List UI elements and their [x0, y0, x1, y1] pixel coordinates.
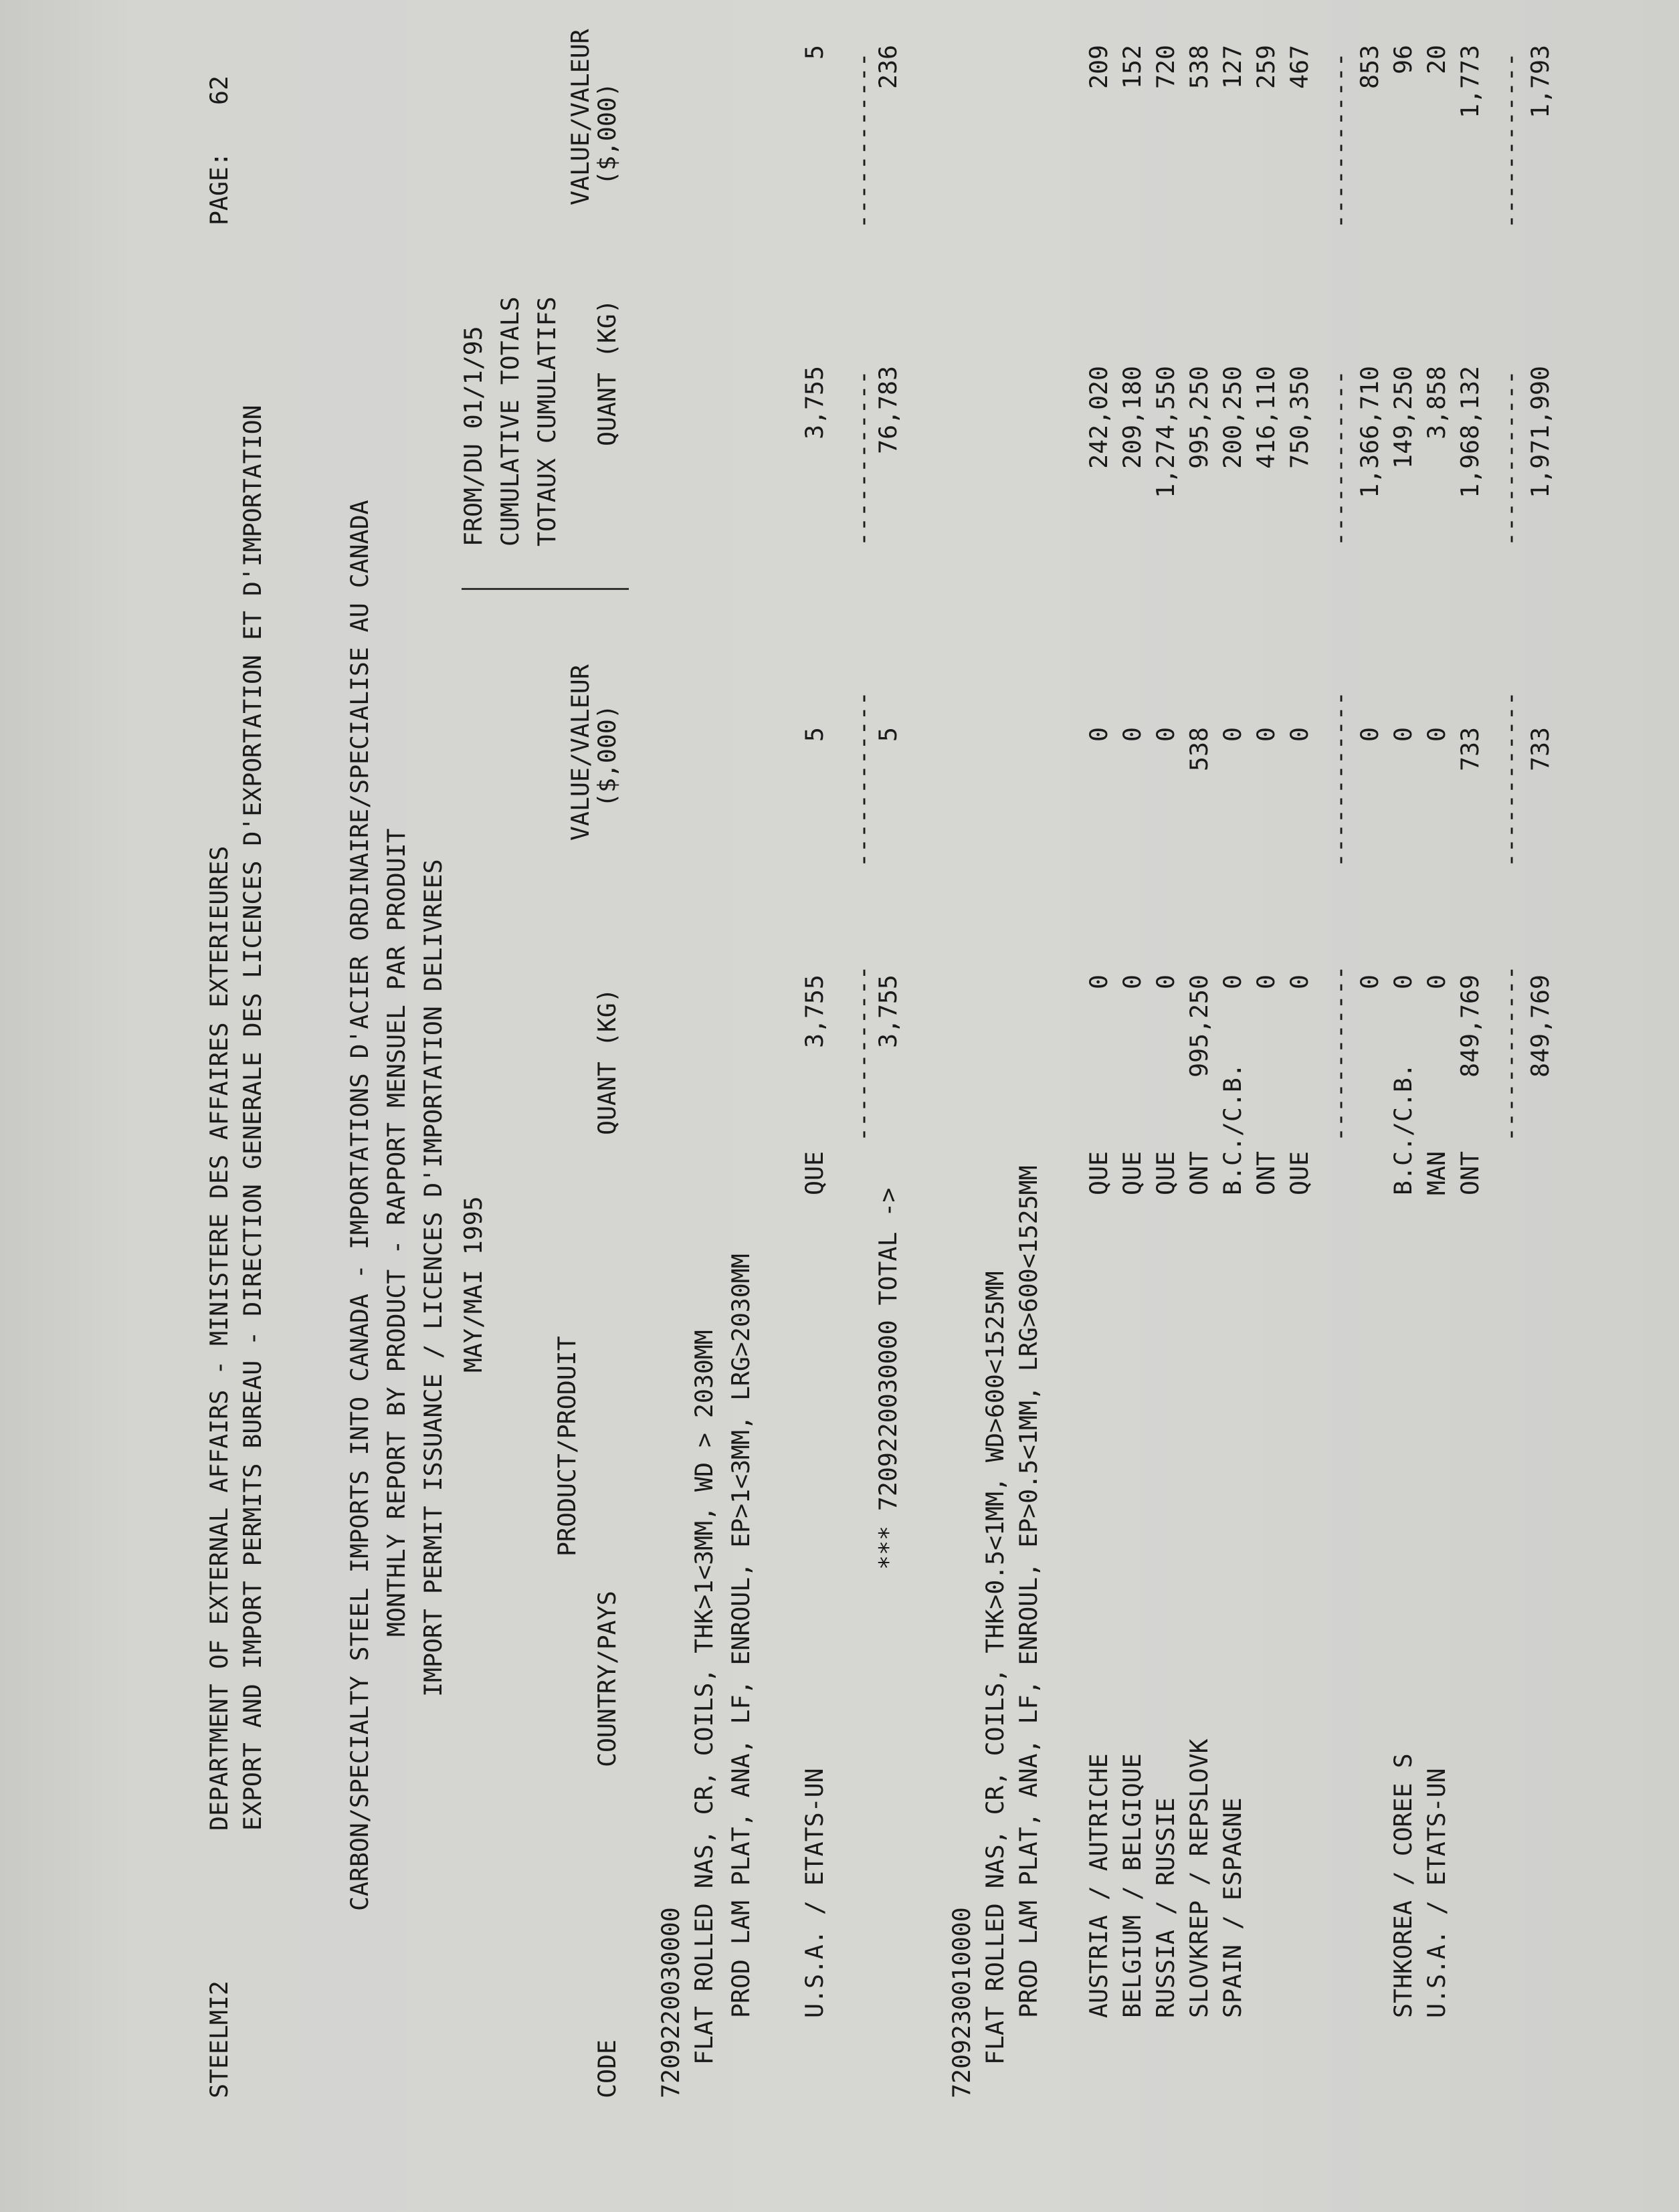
month-value: 0 — [1218, 727, 1247, 742]
month-value: 0 — [1285, 727, 1314, 742]
page-label: PAGE: — [205, 152, 233, 225]
separator: ------------ — [1496, 965, 1524, 1142]
column-header-quant: QUANT (KG) — [593, 988, 621, 1135]
cumulative-quantity: 3,858 — [1422, 366, 1451, 439]
province: ONT — [1185, 1151, 1213, 1195]
column-header-value-bottom: ($,000) — [593, 704, 621, 807]
cumulative-quantity: 750,350 — [1285, 366, 1314, 469]
month-quantity: 3,755 — [800, 975, 829, 1048]
report-id: STEELMI2 — [205, 1981, 233, 2098]
month-quantity: 0 — [1151, 975, 1180, 989]
separator: ------------ — [848, 965, 877, 1142]
separator: ------------ — [1325, 691, 1354, 868]
product-code: 7209220030000 — [656, 1907, 685, 2098]
province: B.C./C.B. — [1218, 1063, 1247, 1195]
title-line-3: IMPORT PERMIT ISSUANCE / LICENCES D'IMPORTATION DELIVREES — [419, 859, 448, 1697]
total-cumulative-value: 236 — [874, 45, 902, 89]
province: QUE — [800, 1151, 829, 1195]
cumulative-quantity: 242,020 — [1084, 366, 1113, 469]
cumulative-from: FROM/DU 01/1/95 — [459, 326, 488, 546]
cumulative-quantity: 209,180 — [1118, 366, 1147, 469]
month-value: 538 — [1185, 727, 1213, 771]
province: QUE — [1084, 1151, 1113, 1195]
cumulative-quantity: 416,110 — [1252, 366, 1280, 469]
product-description-fr: PROD LAM PLAT, ANA, LF, ENROUL, EP>1<3MM, LRG>2030MM — [726, 1253, 755, 2018]
page-number: 62 — [205, 76, 233, 105]
month-value: 0 — [1084, 727, 1113, 742]
separator: ------------ — [1496, 52, 1524, 229]
cumulative-value: 152 — [1118, 45, 1147, 89]
total-month-value: 5 — [874, 727, 902, 742]
separator: ------------ — [1325, 52, 1354, 229]
province: MAN — [1422, 1151, 1451, 1195]
cumulative-quantity: 1,274,550 — [1151, 366, 1180, 498]
cumulative-value: 467 — [1285, 45, 1314, 89]
month-quantity: 0 — [1118, 975, 1147, 989]
title-line-4: MAY/MAI 1995 — [459, 1196, 488, 1373]
column-header-value-top: VALUE/VALEUR — [566, 664, 595, 841]
total-cumulative-quantity: 1,971,990 — [1526, 366, 1555, 498]
province: B.C./C.B. — [1389, 1063, 1417, 1195]
column-header-country: COUNTRY/PAYS — [593, 1591, 621, 1767]
subtotal-cumulative-value: 853 — [1355, 45, 1384, 89]
total-cumulative-value: 1,793 — [1526, 45, 1555, 118]
cumulative-value: 127 — [1218, 45, 1247, 89]
country-name: RUSSIA / RUSSIE — [1151, 1797, 1180, 2018]
month-value: 0 — [1422, 727, 1451, 742]
total-month-value: 733 — [1526, 727, 1555, 771]
cumulative-value: 720 — [1151, 45, 1180, 89]
cumulative-value: 259 — [1252, 45, 1280, 89]
cumulative-divider — [462, 584, 629, 590]
subtotal-cumulative-quantity: 1,366,710 — [1355, 366, 1384, 498]
cumulative-quantity: 995,250 — [1185, 366, 1213, 469]
month-value: 0 — [1389, 727, 1417, 742]
cumulative-value: 1,773 — [1456, 45, 1484, 118]
department-line: DEPARTMENT OF EXTERNAL AFFAIRS - MINISTERE DES AFFAIRES EXTERIEURES — [205, 845, 233, 1831]
column-header-value-bottom: ($,000) — [593, 82, 621, 185]
cumulative-value: 96 — [1389, 45, 1417, 74]
cumulative-totals-fr: TOTAUX CUMULATIFS — [532, 296, 561, 546]
column-header-quant: QUANT (KG) — [593, 299, 621, 446]
cumulative-value: 209 — [1084, 45, 1113, 89]
month-value: 0 — [1151, 727, 1180, 742]
month-quantity: 0 — [1252, 975, 1280, 989]
separator: ------------ — [1325, 370, 1354, 546]
country-name: U.S.A. / ETATS-UN — [1422, 1768, 1451, 2018]
column-header-value-top: VALUE/VALEUR — [566, 29, 595, 205]
month-quantity: 995,250 — [1185, 975, 1213, 1078]
total-cumulative-quantity: 76,783 — [874, 366, 902, 454]
month-quantity: 0 — [1389, 975, 1417, 989]
product-code: 7209230010000 — [947, 1907, 976, 2098]
separator: ------------ — [848, 691, 877, 868]
province: QUE — [1151, 1151, 1180, 1195]
product-description-fr: PROD LAM PLAT, ANA, LF, ENROUL, EP>0.5<1MM, LRG>600<1525MM — [1014, 1165, 1043, 2018]
month-value: 0 — [1118, 727, 1147, 742]
month-quantity: 849,769 — [1456, 975, 1484, 1078]
total-month-quantity: 3,755 — [874, 975, 902, 1048]
month-quantity: 0 — [1422, 975, 1451, 989]
section-total-label: *** 7209220030000 TOTAL -> — [874, 1187, 902, 1570]
cumulative-value: 20 — [1422, 45, 1451, 74]
country-name: AUSTRIA / AUTRICHE — [1084, 1753, 1113, 2018]
column-header-product: PRODUCT/PRODUIT — [553, 1336, 581, 1556]
separator: ------------ — [1496, 691, 1524, 868]
province: ONT — [1456, 1151, 1484, 1195]
cumulative-quantity: 3,755 — [800, 366, 829, 439]
country-name: SPAIN / ESPAGNE — [1218, 1797, 1247, 2018]
separator: ------------ — [1496, 370, 1524, 546]
cumulative-quantity: 149,250 — [1389, 366, 1417, 469]
month-quantity: 0 — [1084, 975, 1113, 989]
cumulative-value: 5 — [800, 45, 829, 60]
separator: ------------ — [1325, 965, 1354, 1142]
cumulative-quantity: 200,250 — [1218, 366, 1247, 469]
subtotal-month-quantity: 0 — [1355, 975, 1384, 989]
country-name: U.S.A. / ETATS-UN — [800, 1768, 829, 2018]
total-month-quantity: 849,769 — [1526, 975, 1555, 1078]
country-name: BELGIUM / BELGIQUE — [1118, 1753, 1147, 2018]
month-value: 5 — [800, 727, 829, 742]
month-value: 0 — [1252, 727, 1280, 742]
title-line-1: CARBON/SPECIALTY STEEL IMPORTS INTO CANADA - IMPORTATIONS D'ACIER ORDINAIRE/SPECIALISE AU CANADA — [345, 500, 374, 1911]
bureau-line: EXPORT AND IMPORT PERMITS BUREAU - DIRECTION GENERALE DES LICENCES D'EXPORTATION ET D'IMPORTATION — [238, 405, 267, 1831]
province: QUE — [1118, 1151, 1147, 1195]
title-line-2: MONTHLY REPORT BY PRODUCT - RAPPORT MENSUEL PAR PRODUIT — [382, 828, 411, 1637]
province: QUE — [1285, 1151, 1314, 1195]
country-name: SLOVKREP / REPSLOVK — [1185, 1738, 1213, 2018]
product-description-en: FLAT ROLLED NAS, CR, COILS, THK>1<3MM, WD > 2030MM — [690, 1330, 718, 2065]
separator: ------------ — [848, 52, 877, 229]
month-quantity: 0 — [1285, 975, 1314, 989]
province: ONT — [1252, 1151, 1280, 1195]
cumulative-quantity: 1,968,132 — [1456, 366, 1484, 498]
subtotal-month-value: 0 — [1355, 727, 1384, 742]
separator: ------------ — [848, 370, 877, 546]
country-name: STHKOREA / COREE S — [1389, 1753, 1417, 2018]
column-header-code: CODE — [593, 2039, 621, 2098]
month-value: 733 — [1456, 727, 1484, 771]
cumulative-value: 538 — [1185, 45, 1213, 89]
month-quantity: 0 — [1218, 975, 1247, 989]
product-description-en: FLAT ROLLED NAS, CR, COILS, THK>0.5<1MM, WD>600<1525MM — [981, 1271, 1009, 2065]
cumulative-totals-en: CUMULATIVE TOTALS — [496, 296, 524, 546]
